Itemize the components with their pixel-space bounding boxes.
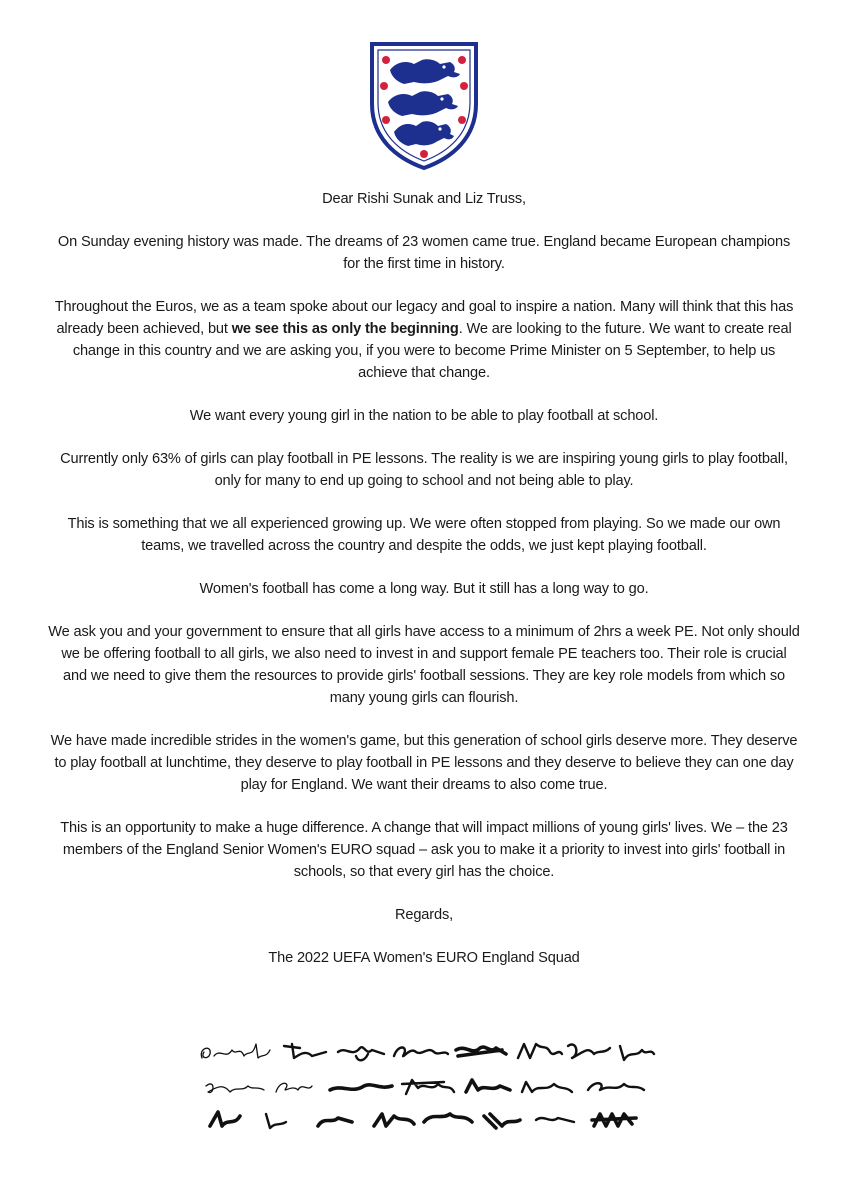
paragraph-8: We have made incredible strides in the women's game, but this generation of school girls deserve more. They deserve to play football at lunchtime, they deserve to play football in PE lessons and they deserve to believe they can one day play for England. We want their dreams to also come true. bbox=[50, 733, 798, 793]
paragraph-2-start: Throughout the Euros, we as a team spoke about our legacy and goal to inspire a nation. Many will think that this has already been achieved, but bbox=[54, 299, 794, 337]
paragraph-2-emphasis: we see this as only the beginning bbox=[231, 321, 459, 337]
signature bbox=[466, 1080, 510, 1092]
signature bbox=[568, 1045, 610, 1058]
paragraph-6: Women's football has come a long way. But it still has a long way to go. bbox=[199, 581, 649, 597]
signature bbox=[374, 1114, 414, 1126]
signature bbox=[266, 1114, 286, 1128]
paragraph-5: This is something that we all experienced growing up. We were often stopped from playing. So we made our own teams, we travelled across the country and despite the odds, we just kept playing football. bbox=[67, 516, 781, 554]
paragraph-1: On Sunday evening history was made. The dreams of 23 women came true. England became European champions for the first time in history. bbox=[57, 234, 791, 272]
signoff: The 2022 UEFA Women's EURO England Squad bbox=[268, 950, 580, 966]
signature bbox=[284, 1044, 326, 1058]
paragraph-9: This is an opportunity to make a huge difference. A change that will impact millions of young girls' lives. We – the 23 members of the England Senior Women's EURO squad – ask you to make it a priority to invest into girls' football in schools, so that every girl has the choice. bbox=[60, 820, 788, 880]
signature bbox=[484, 1114, 520, 1128]
signature bbox=[402, 1080, 454, 1094]
paragraph-4: Currently only 63% of girls can play football in PE lessons. The reality is we are inspiring young girls to play football, only for many to end up going to school and not being able to play. bbox=[60, 451, 788, 489]
signature bbox=[592, 1114, 636, 1126]
paragraph-3: We want every young girl in the nation to be able to play football at school. bbox=[189, 408, 659, 424]
signature bbox=[201, 1044, 270, 1058]
signature bbox=[518, 1044, 562, 1058]
salutation: Dear Rishi Sunak and Liz Truss, bbox=[322, 191, 526, 207]
squad-signatures bbox=[196, 1036, 656, 1136]
letter-body bbox=[48, 188, 800, 990]
signature bbox=[588, 1083, 644, 1090]
signature bbox=[620, 1046, 654, 1060]
signature bbox=[456, 1047, 506, 1056]
signature bbox=[338, 1047, 384, 1060]
signature bbox=[210, 1112, 240, 1126]
signature bbox=[536, 1118, 574, 1122]
signature bbox=[318, 1118, 352, 1126]
closing: Regards, bbox=[394, 907, 454, 923]
signature bbox=[522, 1082, 572, 1092]
paragraph-2 bbox=[48, 296, 800, 384]
signature bbox=[424, 1114, 472, 1122]
england-crest-icon bbox=[366, 40, 482, 172]
signature bbox=[276, 1083, 312, 1092]
paragraph-7: We ask you and your government to ensure that all girls have access to a minimum of 2hrs a week PE. Not only should we be offering football to all girls, we also need to invest in and support female PE teachers too. Their role is crucial and we need to give them the resources to provide girls' football sessions. They are key role models from which so many young girls can flourish. bbox=[48, 624, 800, 706]
signature bbox=[394, 1048, 448, 1057]
paragraph-2-end: . We are looking to the future. We want to create real change in this country and we are asking you, if you were to become Prime Minister on 5 September, to help us achieve that change. bbox=[72, 321, 792, 381]
signature bbox=[206, 1084, 264, 1093]
signature bbox=[330, 1085, 392, 1090]
